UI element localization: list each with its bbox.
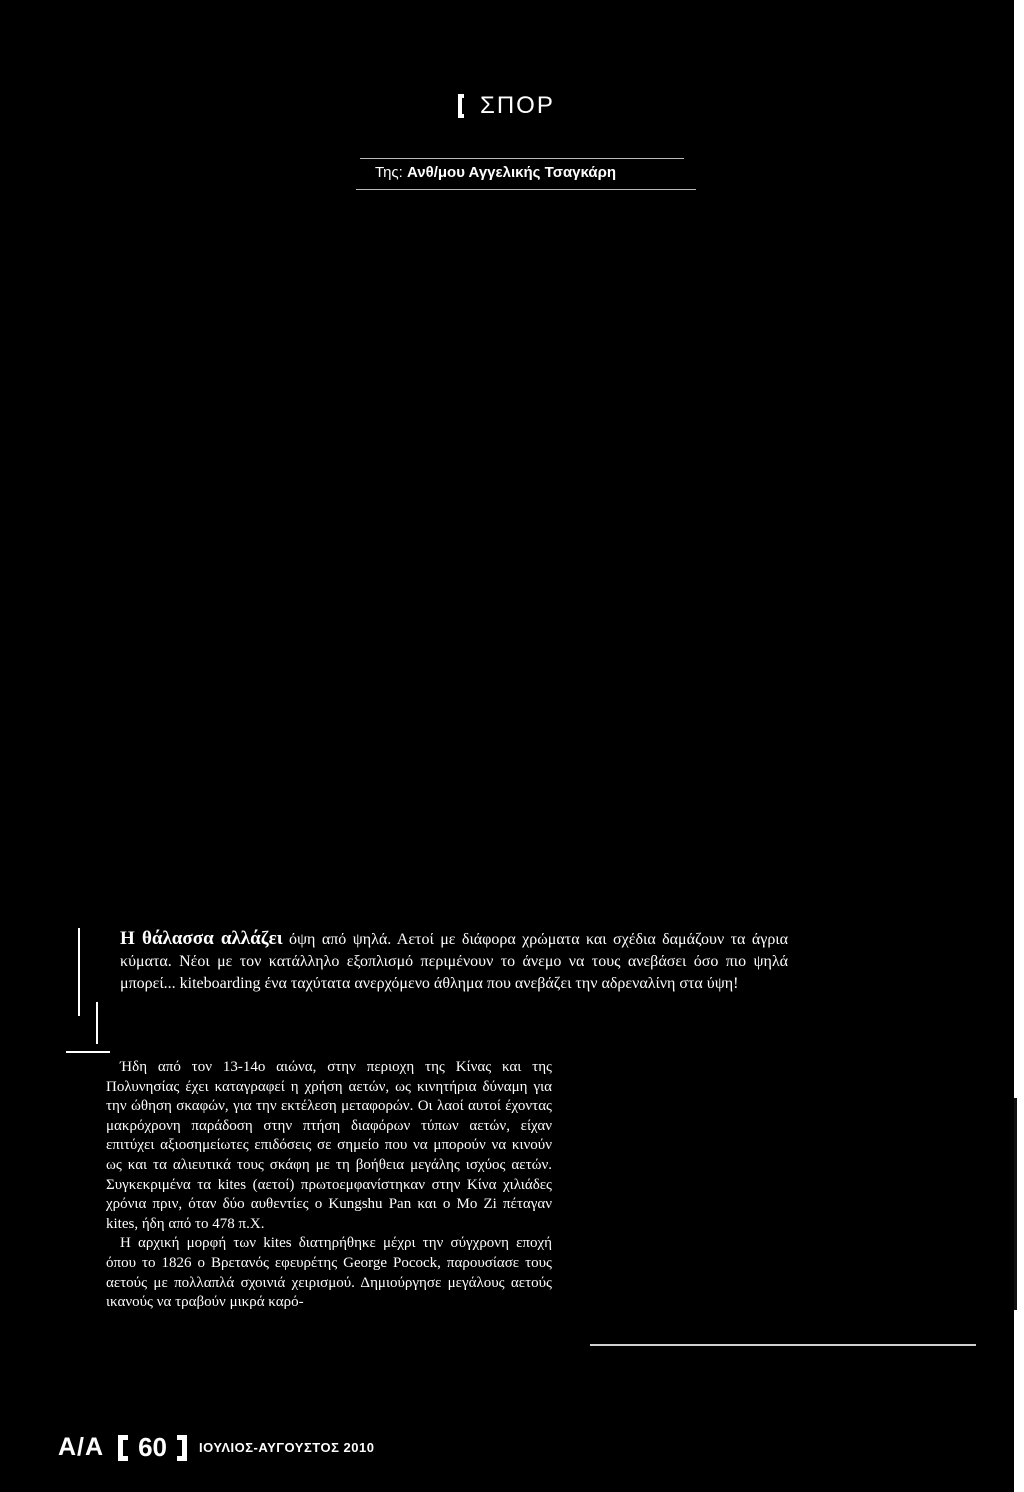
section-title: ΣΠΟΡ: [480, 92, 555, 119]
page-number: 60: [138, 1432, 167, 1462]
byline-top-rule: [360, 158, 684, 159]
byline-bottom-rule: [356, 189, 696, 190]
page-bracket-open-icon: [118, 1435, 128, 1461]
byline-prefix: Της:: [375, 164, 403, 181]
lead-text: όψη από ψηλά. Αετοί με διάφορα χρώματα και σχέδια δαμάζουν τα άγρια κύματα. Νέοι με τον κατάλληλο εξοπλισμό περιμένουν το άνεμο να τους ανεβάσει όσο πιο ψηλά μπορεί... kiteboarding ένα ταχύτατα ανερχόμενο άθλημα που ανεβάζει την αδρεναλίνη στα ύψη!: [120, 931, 788, 992]
section-header: [458, 92, 555, 120]
magazine-brand: Α/Α: [58, 1433, 105, 1461]
page-edge-bar: [1014, 1098, 1017, 1310]
issue-date: ΙΟΥΛΙΟΣ-ΑΥΓΟΥΣΤΟΣ 2010: [198, 1440, 375, 1455]
bottom-rule: [590, 1344, 976, 1346]
body-paragraph-1: Ήδη από τον 13-14ο αιώνα, στην περιοχη της Κίνας και της Πολυνησίας έχει καταγραφεί η χρήση αετών, ως κινητήρια δύναμη για την ώθηση σκαφών, για την εκτέλεση μεταφορών. Οι λαοί αυτοί έχοντας μακρόχρονη παράδοση στην πτήση διαφόρων τύπων αετών, είχαν επιτύχει αξιοσημείωτες επιδόσεις σε σημείο που να μπορούν να κινούν ως και τα αλιευτικά τους σκάφη με τη βοήθεια μεγάλης ισχύος αετών. Συγκεκριμένα τα kites (αετοί) πρωτοεμφανίστηκαν στην Κίνα χιλιάδες χρόνια πριν, όταν δύο αυθεντίες ο Kungshu Pan και ο Mo Zi πέταγαν kites, ήδη από το 478 π.Χ.: [106, 1059, 552, 1232]
body-paragraph-2: Η αρχική μορφή των kites διατηρήθηκε μέχρι την σύγχρονη εποχή όπου το 1826 ο Βρετανός εφευρέτης George Pocock, παρουσίασε τους αετούς με πολλαπλά σχοινιά χειρισμού. Δημιούργησε μεγάλους αετούς ικανούς να τραβούν μικρά καρό-: [106, 1235, 552, 1311]
lead-opening: Η θάλασσα αλλάζει: [120, 928, 283, 949]
byline-author: Ανθ/μου Αγγελικής Τσαγκάρη: [406, 164, 617, 181]
lead-rule: [66, 1051, 110, 1053]
article-body: [106, 1058, 552, 1313]
page-footer: [58, 1432, 374, 1463]
byline: [375, 164, 675, 181]
lead-paragraph: [120, 928, 788, 995]
section-bracket-icon: [458, 94, 464, 118]
lead-side-bar-inner: [96, 1002, 98, 1044]
page-bracket-close-icon: [177, 1435, 187, 1461]
lead-side-bar: [78, 928, 80, 1016]
